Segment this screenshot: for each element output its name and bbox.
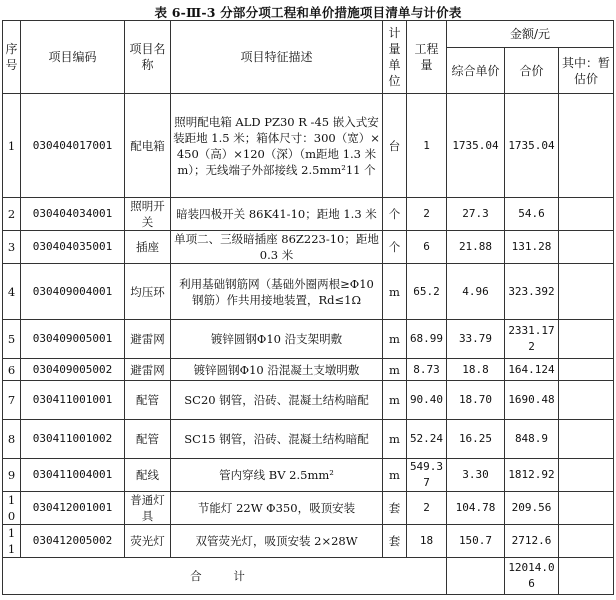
row-code: 030411004001: [21, 459, 125, 492]
row-total: 164.124: [505, 359, 559, 381]
header-unit: 计量单位: [383, 21, 407, 94]
table-row: [3, 420, 614, 459]
row-seq: 7: [3, 381, 21, 420]
row-unit: m: [383, 359, 407, 381]
row-name: 均压环: [125, 264, 171, 320]
row-seq: 10: [3, 492, 21, 525]
total-temp: [559, 558, 614, 595]
row-temp: [559, 381, 614, 420]
row-seq: 2: [3, 198, 21, 231]
row-temp: [559, 359, 614, 381]
row-seq: 4: [3, 264, 21, 320]
row-desc: 利用基础钢筋网（基础外圈两根≥Φ10 钢筋）作共用接地装置，Rd≤1Ω: [171, 264, 383, 320]
row-unit-price: 4.96: [447, 264, 505, 320]
row-unit-price: 33.79: [447, 320, 505, 359]
row-temp: [559, 525, 614, 558]
row-unit-price: 18.8: [447, 359, 505, 381]
row-code: 030412005002: [21, 525, 125, 558]
row-name: 配管: [125, 381, 171, 420]
row-desc: 镀锌圆钢Φ10 沿支架明敷: [171, 320, 383, 359]
row-seq: 8: [3, 420, 21, 459]
total-unit-price: [447, 558, 505, 595]
row-name: 配电箱: [125, 94, 171, 198]
row-unit-price: 27.3: [447, 198, 505, 231]
row-qty: 549.37: [407, 459, 447, 492]
row-qty: 6: [407, 231, 447, 264]
table-row: [3, 381, 614, 420]
row-unit-price: 150.7: [447, 525, 505, 558]
row-total: 323.392: [505, 264, 559, 320]
row-unit: m: [383, 264, 407, 320]
row-name: 荧光灯: [125, 525, 171, 558]
row-seq: 1: [3, 94, 21, 198]
header-desc: 项目特征描述: [171, 21, 383, 94]
row-total: 1812.92: [505, 459, 559, 492]
header-total: 合价: [505, 48, 559, 94]
row-unit: m: [383, 420, 407, 459]
row-temp: [559, 420, 614, 459]
row-code: 030404017001: [21, 94, 125, 198]
row-total: 54.6: [505, 198, 559, 231]
row-qty: 8.73: [407, 359, 447, 381]
row-qty: 52.24: [407, 420, 447, 459]
row-qty: 68.99: [407, 320, 447, 359]
row-total: 2331.172: [505, 320, 559, 359]
row-unit: 个: [383, 198, 407, 231]
row-desc: 节能灯 22W Φ350，吸顶安装: [171, 492, 383, 525]
row-code: 030409004001: [21, 264, 125, 320]
grand-total: 12014.06: [505, 558, 559, 595]
row-unit: 套: [383, 525, 407, 558]
row-unit-price: 104.78: [447, 492, 505, 525]
table-row: [3, 359, 614, 381]
row-unit-price: 21.88: [447, 231, 505, 264]
row-unit: 台: [383, 94, 407, 198]
row-unit: m: [383, 320, 407, 359]
row-unit: m: [383, 381, 407, 420]
row-qty: 90.40: [407, 381, 447, 420]
row-code: 030404034001: [21, 198, 125, 231]
row-temp: [559, 320, 614, 359]
table-row: [3, 94, 614, 198]
row-code: 030409005002: [21, 359, 125, 381]
table-row: [3, 198, 614, 231]
header-name: 项目名称: [125, 21, 171, 94]
row-name: 避雷网: [125, 359, 171, 381]
row-name: 避雷网: [125, 320, 171, 359]
table-row: [3, 320, 614, 359]
row-unit: 个: [383, 231, 407, 264]
row-temp: [559, 231, 614, 264]
table-row: [3, 492, 614, 525]
bill-table: [2, 20, 614, 595]
row-name: 配线: [125, 459, 171, 492]
row-total: 131.28: [505, 231, 559, 264]
row-desc: 暗装四极开关 86K41-10；距地 1.3 米: [171, 198, 383, 231]
row-qty: 18: [407, 525, 447, 558]
table-row: [3, 231, 614, 264]
row-qty: 1: [407, 94, 447, 198]
row-unit-price: 16.25: [447, 420, 505, 459]
row-qty: 2: [407, 198, 447, 231]
row-desc: 双管荧光灯，吸顶安装 2×28W: [171, 525, 383, 558]
row-name: 普通灯具: [125, 492, 171, 525]
row-code: 030411001001: [21, 381, 125, 420]
row-temp: [559, 459, 614, 492]
row-temp: [559, 198, 614, 231]
row-code: 030412001001: [21, 492, 125, 525]
row-temp: [559, 264, 614, 320]
row-unit-price: 3.30: [447, 459, 505, 492]
row-unit: m: [383, 459, 407, 492]
row-unit-price: 1735.04: [447, 94, 505, 198]
row-unit: 套: [383, 492, 407, 525]
row-desc: 镀锌圆钢Φ10 沿混凝土支墩明敷: [171, 359, 383, 381]
row-seq: 6: [3, 359, 21, 381]
row-unit-price: 18.70: [447, 381, 505, 420]
row-desc: SC20 钢管，沿砖、混凝土结构暗配: [171, 381, 383, 420]
table-row: [3, 459, 614, 492]
total-label: 合 计: [3, 558, 447, 595]
header-code: 项目编码: [21, 21, 125, 94]
header-qty: 工程量: [407, 21, 447, 94]
row-name: 配管: [125, 420, 171, 459]
row-temp: [559, 94, 614, 198]
row-code: 030411001002: [21, 420, 125, 459]
row-qty: 2: [407, 492, 447, 525]
header-amount: 金额/元: [447, 21, 614, 48]
row-total: 1735.04: [505, 94, 559, 198]
row-qty: 65.2: [407, 264, 447, 320]
row-desc: 单项二、三级暗插座 86Z223-10；距地 0.3 米: [171, 231, 383, 264]
row-total: 209.56: [505, 492, 559, 525]
header-temp: 其中：暂估价: [559, 48, 614, 94]
row-desc: 照明配电箱 ALD PZ30 R -45 嵌入式安装距地 1.5 米；箱体尺寸：300（宽）×450（高）×120（深）（m距地 1.3 米 m）；无线端子外部接线 2.5mm²11 个: [171, 94, 383, 198]
row-code: 030409005001: [21, 320, 125, 359]
row-name: 照明开关: [125, 198, 171, 231]
table-row: [3, 264, 614, 320]
row-desc: 管内穿线 BV 2.5mm²: [171, 459, 383, 492]
row-desc: SC15 钢管，沿砖、混凝土结构暗配: [171, 420, 383, 459]
row-total: 2712.6: [505, 525, 559, 558]
header-unit-price: 综合单价: [447, 48, 505, 94]
row-seq: 3: [3, 231, 21, 264]
row-name: 插座: [125, 231, 171, 264]
row-seq: 11: [3, 525, 21, 558]
row-code: 030404035001: [21, 231, 125, 264]
table-title: 表 6-Ⅲ-3 分部分项工程和单价措施项目清单与计价表: [154, 5, 462, 20]
row-total: 1690.48: [505, 381, 559, 420]
header-seq: 序号: [3, 21, 21, 94]
row-seq: 9: [3, 459, 21, 492]
table-row: [3, 525, 614, 558]
row-seq: 5: [3, 320, 21, 359]
row-total: 848.9: [505, 420, 559, 459]
row-temp: [559, 492, 614, 525]
